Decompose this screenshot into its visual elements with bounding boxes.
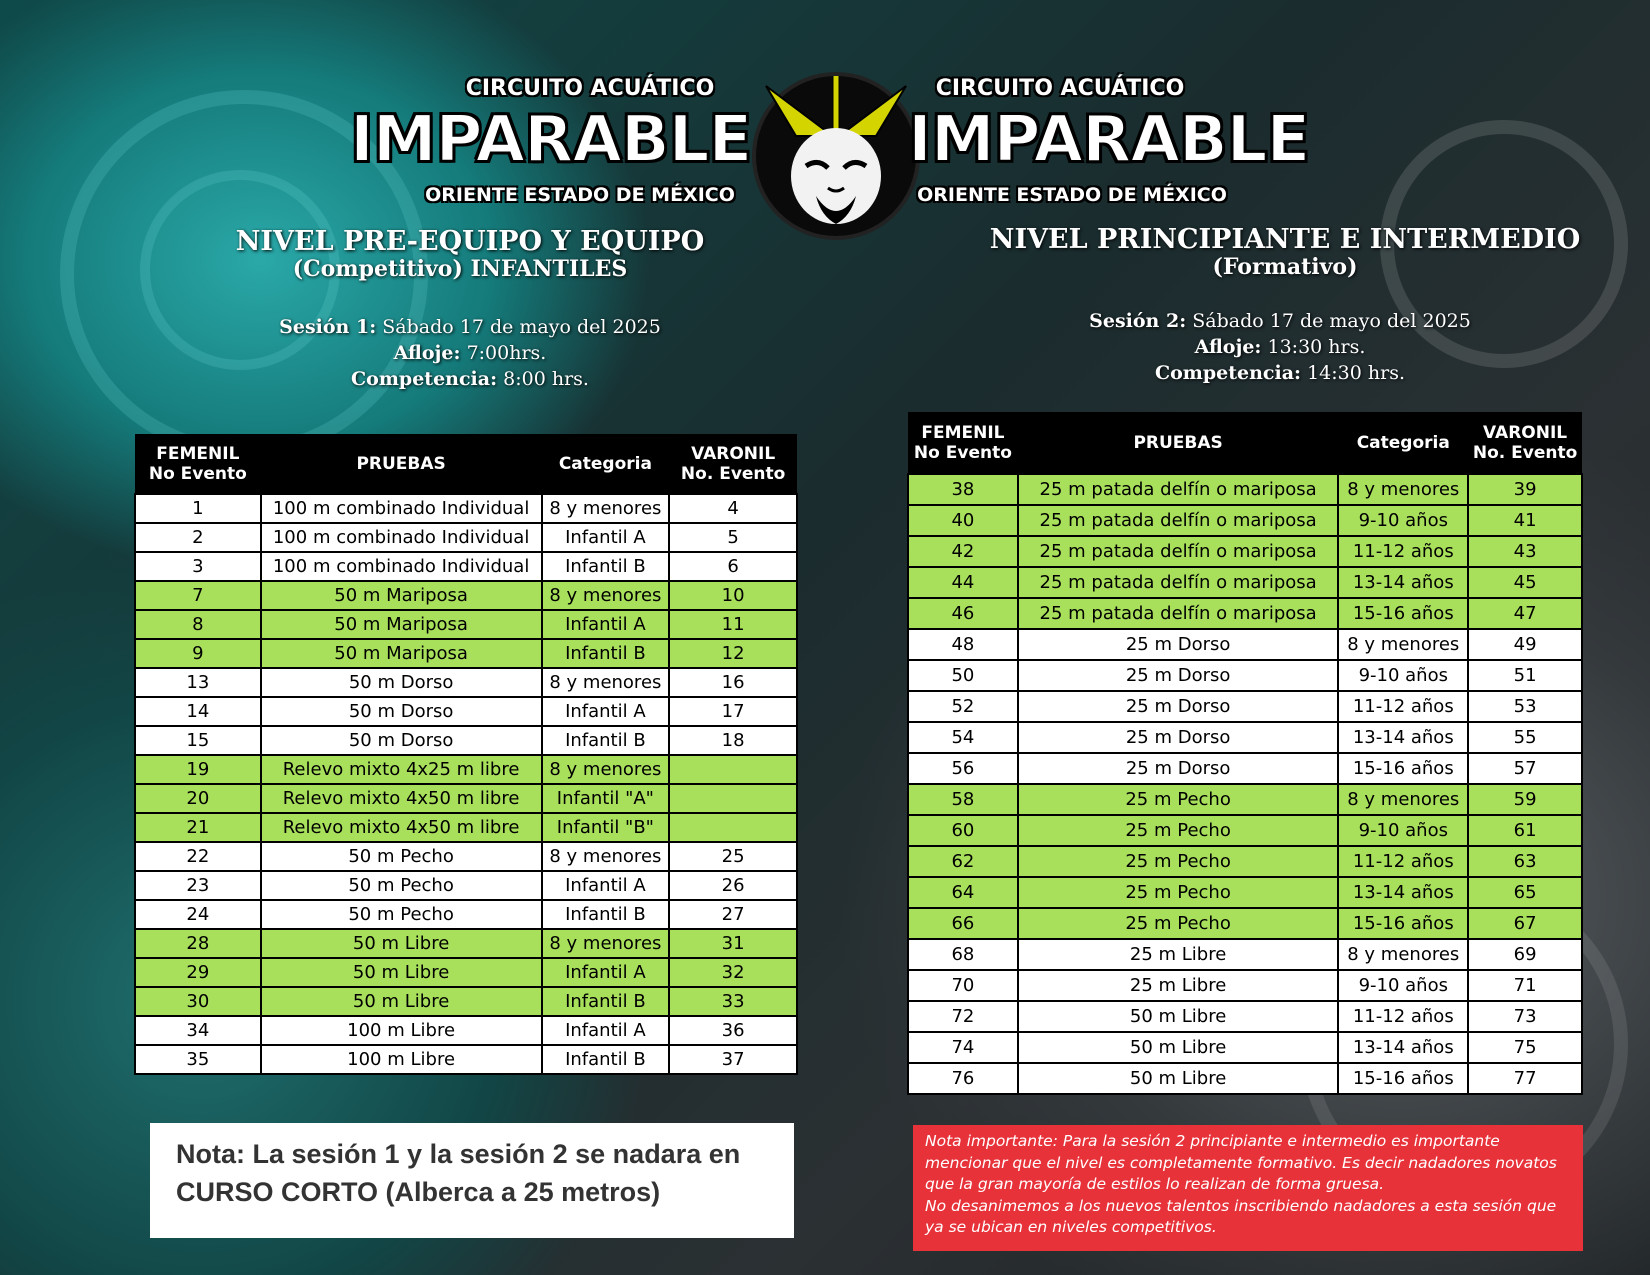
varonil-event-cell: 10 <box>669 581 797 610</box>
femenil-event-cell: 8 <box>135 610 261 639</box>
course-note-line1: Nota: La sesión 1 y la sesión 2 se nadara en <box>176 1139 741 1169</box>
table-row <box>135 494 797 523</box>
table-row <box>135 987 797 1016</box>
prueba-cell: 25 m patada delfín o mariposa <box>1018 536 1339 567</box>
femenil-event-cell: 7 <box>135 581 261 610</box>
prueba-cell: 50 m Libre <box>1018 1063 1339 1094</box>
varonil-event-cell: 25 <box>669 842 797 871</box>
header-femenil: FEMENIL No Evento <box>135 434 261 494</box>
femenil-event-cell: 30 <box>135 987 261 1016</box>
right-level-subtitle: (Formativo) <box>1212 254 1358 280</box>
prueba-cell: 25 m Libre <box>1018 939 1339 970</box>
femenil-event-cell: 62 <box>908 846 1018 877</box>
table-row <box>908 846 1582 877</box>
femenil-event-cell: 29 <box>135 958 261 987</box>
table-row <box>908 691 1582 722</box>
categoria-cell: Infantil B <box>542 900 670 929</box>
prueba-cell: 25 m Pecho <box>1018 784 1339 815</box>
logo-face-icon <box>756 76 916 236</box>
table-row <box>908 1032 1582 1063</box>
table-row <box>908 1001 1582 1032</box>
femenil-event-cell: 76 <box>908 1063 1018 1094</box>
varonil-event-cell: 65 <box>1468 877 1582 908</box>
prueba-cell: 100 m Libre <box>261 1016 542 1045</box>
prueba-cell: 50 m Libre <box>261 958 542 987</box>
table-row <box>135 929 797 958</box>
important-note <box>913 1125 1583 1251</box>
varonil-event-cell: 63 <box>1468 846 1582 877</box>
categoria-cell: 13-14 años <box>1338 877 1468 908</box>
table-row <box>908 536 1582 567</box>
varonil-event-cell: 37 <box>669 1045 797 1074</box>
varonil-event-cell: 16 <box>669 668 797 697</box>
categoria-cell: 15-16 años <box>1338 1063 1468 1094</box>
table-row <box>908 970 1582 1001</box>
brand-title-left: IMPARABLE <box>350 103 752 177</box>
varonil-event-cell: 39 <box>1468 474 1582 505</box>
table-row <box>908 567 1582 598</box>
femenil-event-cell: 21 <box>135 813 261 842</box>
prueba-cell: 25 m Dorso <box>1018 722 1339 753</box>
trident-face-logo <box>752 72 920 240</box>
varonil-event-cell: 67 <box>1468 908 1582 939</box>
prueba-cell: Relevo mixto 4x25 m libre <box>261 755 542 784</box>
prueba-cell: 100 m combinado Individual <box>261 552 542 581</box>
region-label-right: ORIENTE ESTADO DE MÉXICO <box>917 184 1227 206</box>
prueba-cell: 25 m Dorso <box>1018 753 1339 784</box>
femenil-event-cell: 3 <box>135 552 261 581</box>
femenil-event-cell: 48 <box>908 629 1018 660</box>
table-row <box>908 474 1582 505</box>
categoria-cell: 8 y menores <box>542 581 670 610</box>
femenil-event-cell: 22 <box>135 842 261 871</box>
table-row <box>908 908 1582 939</box>
table-row <box>135 1016 797 1045</box>
femenil-event-cell: 64 <box>908 877 1018 908</box>
prueba-cell: 25 m Libre <box>1018 970 1339 1001</box>
varonil-event-cell: 4 <box>669 494 797 523</box>
prueba-cell: Relevo mixto 4x50 m libre <box>261 784 542 813</box>
table-row <box>908 505 1582 536</box>
prueba-cell: 50 m Pecho <box>261 871 542 900</box>
left-level-subtitle: (Competitivo) INFANTILES <box>292 256 628 282</box>
table-row <box>908 784 1582 815</box>
session-date: Sábado 17 de mayo del 2025 <box>382 316 661 338</box>
categoria-cell: Infantil A <box>542 871 670 900</box>
table-row <box>135 755 797 784</box>
course-note <box>150 1123 794 1238</box>
prueba-cell: 50 m Pecho <box>261 842 542 871</box>
prueba-cell: 50 m Dorso <box>261 726 542 755</box>
femenil-event-cell: 56 <box>908 753 1018 784</box>
varonil-event-cell: 57 <box>1468 753 1582 784</box>
prueba-cell: 25 m patada delfín o mariposa <box>1018 598 1339 629</box>
varonil-event-cell: 77 <box>1468 1063 1582 1094</box>
femenil-event-cell: 46 <box>908 598 1018 629</box>
varonil-event-cell: 17 <box>669 697 797 726</box>
prueba-cell: 25 m Dorso <box>1018 629 1339 660</box>
femenil-event-cell: 60 <box>908 815 1018 846</box>
femenil-event-cell: 44 <box>908 567 1018 598</box>
prueba-cell: 25 m patada delfín o mariposa <box>1018 474 1339 505</box>
femenil-event-cell: 2 <box>135 523 261 552</box>
varonil-event-cell: 69 <box>1468 939 1582 970</box>
prueba-cell: 50 m Libre <box>1018 1001 1339 1032</box>
table-row <box>135 581 797 610</box>
categoria-cell: 13-14 años <box>1338 722 1468 753</box>
course-note-line2: CURSO CORTO (Alberca a 25 metros) <box>176 1177 661 1207</box>
femenil-event-cell: 28 <box>135 929 261 958</box>
categoria-cell: Infantil B <box>542 639 670 668</box>
session-label: Sesión 2: <box>1089 310 1187 332</box>
table-row <box>135 958 797 987</box>
varonil-event-cell: 33 <box>669 987 797 1016</box>
femenil-event-cell: 42 <box>908 536 1018 567</box>
femenil-event-cell: 19 <box>135 755 261 784</box>
afloje-time: 13:30 hrs. <box>1267 336 1366 358</box>
prueba-cell: 50 m Libre <box>1018 1032 1339 1063</box>
categoria-cell: 11-12 años <box>1338 691 1468 722</box>
femenil-event-cell: 66 <box>908 908 1018 939</box>
prueba-cell: 25 m Pecho <box>1018 908 1339 939</box>
varonil-event-cell: 75 <box>1468 1032 1582 1063</box>
categoria-cell: 13-14 años <box>1338 1032 1468 1063</box>
table-row <box>135 523 797 552</box>
categoria-cell: 13-14 años <box>1338 567 1468 598</box>
competencia-label: Competencia: <box>1154 362 1302 384</box>
categoria-cell: 15-16 años <box>1338 753 1468 784</box>
varonil-event-cell <box>669 755 797 784</box>
varonil-event-cell: 11 <box>669 610 797 639</box>
categoria-cell: 8 y menores <box>542 755 670 784</box>
left-level-title: NIVEL PRE-EQUIPO Y EQUIPO <box>235 226 705 257</box>
prueba-cell: 25 m Dorso <box>1018 691 1339 722</box>
region-label-left: ORIENTE ESTADO DE MÉXICO <box>425 184 735 206</box>
prueba-cell: 100 m combinado Individual <box>261 523 542 552</box>
categoria-cell: 9-10 años <box>1338 660 1468 691</box>
femenil-event-cell: 38 <box>908 474 1018 505</box>
femenil-event-cell: 15 <box>135 726 261 755</box>
varonil-event-cell <box>669 784 797 813</box>
session-label: Sesión 1: <box>279 316 377 338</box>
categoria-cell: Infantil B <box>542 552 670 581</box>
femenil-event-cell: 9 <box>135 639 261 668</box>
categoria-cell: Infantil B <box>542 1045 670 1074</box>
categoria-cell: 9-10 años <box>1338 505 1468 536</box>
varonil-event-cell: 51 <box>1468 660 1582 691</box>
table-row <box>908 629 1582 660</box>
femenil-event-cell: 35 <box>135 1045 261 1074</box>
varonil-event-cell: 32 <box>669 958 797 987</box>
categoria-cell: 8 y menores <box>542 842 670 871</box>
varonil-event-cell: 53 <box>1468 691 1582 722</box>
femenil-event-cell: 70 <box>908 970 1018 1001</box>
right-session-info <box>1020 308 1540 386</box>
categoria-cell: Infantil B <box>542 726 670 755</box>
table-row <box>135 871 797 900</box>
categoria-cell: 8 y menores <box>1338 474 1468 505</box>
table-row <box>135 726 797 755</box>
varonil-event-cell: 12 <box>669 639 797 668</box>
varonil-event-cell: 18 <box>669 726 797 755</box>
table-row <box>135 668 797 697</box>
prueba-cell: 25 m Pecho <box>1018 846 1339 877</box>
femenil-event-cell: 58 <box>908 784 1018 815</box>
brand-title-right: IMPARABLE <box>908 103 1310 177</box>
categoria-cell: 15-16 años <box>1338 598 1468 629</box>
table-row <box>908 1063 1582 1094</box>
femenil-event-cell: 54 <box>908 722 1018 753</box>
afloje-label: Afloje: <box>1194 336 1262 358</box>
afloje-time: 7:00hrs. <box>466 342 547 364</box>
femenil-event-cell: 24 <box>135 900 261 929</box>
table-row <box>908 877 1582 908</box>
prueba-cell: 50 m Dorso <box>261 697 542 726</box>
femenil-event-cell: 13 <box>135 668 261 697</box>
competencia-time: 8:00 hrs. <box>503 368 589 390</box>
varonil-event-cell: 49 <box>1468 629 1582 660</box>
femenil-event-cell: 52 <box>908 691 1018 722</box>
femenil-event-cell: 1 <box>135 494 261 523</box>
femenil-event-cell: 23 <box>135 871 261 900</box>
categoria-cell: Infantil B <box>542 987 670 1016</box>
varonil-event-cell <box>669 813 797 842</box>
categoria-cell: 9-10 años <box>1338 815 1468 846</box>
table-row <box>135 697 797 726</box>
categoria-cell: 11-12 años <box>1338 536 1468 567</box>
prueba-cell: 25 m patada delfín o mariposa <box>1018 567 1339 598</box>
femenil-event-cell: 34 <box>135 1016 261 1045</box>
varonil-event-cell: 43 <box>1468 536 1582 567</box>
femenil-event-cell: 50 <box>908 660 1018 691</box>
prueba-cell: Relevo mixto 4x50 m libre <box>261 813 542 842</box>
header-pruebas: PRUEBAS <box>1018 412 1339 474</box>
categoria-cell: 8 y menores <box>1338 939 1468 970</box>
categoria-cell: Infantil A <box>542 523 670 552</box>
table-row <box>908 753 1582 784</box>
varonil-event-cell: 73 <box>1468 1001 1582 1032</box>
afloje-label: Afloje: <box>393 342 461 364</box>
categoria-cell: Infantil A <box>542 610 670 639</box>
prueba-cell: 50 m Libre <box>261 929 542 958</box>
table-row <box>908 939 1582 970</box>
header-pruebas: PRUEBAS <box>261 434 542 494</box>
varonil-event-cell: 27 <box>669 900 797 929</box>
categoria-cell: 8 y menores <box>1338 629 1468 660</box>
categoria-cell: Infantil A <box>542 1016 670 1045</box>
femenil-event-cell: 72 <box>908 1001 1018 1032</box>
prueba-cell: 25 m patada delfín o mariposa <box>1018 505 1339 536</box>
table-row <box>135 900 797 929</box>
session2-events-table <box>907 412 1583 1095</box>
categoria-cell: Infantil A <box>542 958 670 987</box>
table-row <box>135 1045 797 1074</box>
prueba-cell: 50 m Mariposa <box>261 639 542 668</box>
table-row <box>908 815 1582 846</box>
categoria-cell: 15-16 años <box>1338 908 1468 939</box>
varonil-event-cell: 26 <box>669 871 797 900</box>
table-row <box>135 813 797 842</box>
varonil-event-cell: 31 <box>669 929 797 958</box>
categoria-cell: Infantil A <box>542 697 670 726</box>
varonil-event-cell: 6 <box>669 552 797 581</box>
header-categoria: Categoria <box>1338 412 1468 474</box>
femenil-event-cell: 20 <box>135 784 261 813</box>
table-row <box>135 639 797 668</box>
header-varonil: VARONIL No. Evento <box>1468 412 1582 474</box>
femenil-event-cell: 68 <box>908 939 1018 970</box>
prueba-cell: 25 m Pecho <box>1018 815 1339 846</box>
prueba-cell: 50 m Mariposa <box>261 581 542 610</box>
circuit-label-left: CIRCUITO ACUÁTICO <box>465 76 715 101</box>
femenil-event-cell: 14 <box>135 697 261 726</box>
varonil-event-cell: 45 <box>1468 567 1582 598</box>
categoria-cell: 11-12 años <box>1338 1001 1468 1032</box>
varonil-event-cell: 59 <box>1468 784 1582 815</box>
competencia-label: Competencia: <box>351 368 498 390</box>
prueba-cell: 50 m Pecho <box>261 900 542 929</box>
prueba-cell: 25 m Pecho <box>1018 877 1339 908</box>
table-row <box>135 784 797 813</box>
circuit-label-right: CIRCUITO ACUÁTICO <box>935 76 1185 101</box>
table-row <box>135 552 797 581</box>
prueba-cell: 50 m Dorso <box>261 668 542 697</box>
prueba-cell: 50 m Mariposa <box>261 610 542 639</box>
table-row <box>908 722 1582 753</box>
categoria-cell: 11-12 años <box>1338 846 1468 877</box>
header-femenil: FEMENIL No Evento <box>908 412 1018 474</box>
session1-events-table <box>134 434 798 1075</box>
prueba-cell: 100 m combinado Individual <box>261 494 542 523</box>
left-session-info <box>220 314 720 392</box>
categoria-cell: Infantil "B" <box>542 813 670 842</box>
header-varonil: VARONIL No. Evento <box>669 434 797 494</box>
categoria-cell: Infantil "A" <box>542 784 670 813</box>
session-date: Sábado 17 de mayo del 2025 <box>1192 310 1471 332</box>
varonil-event-cell: 55 <box>1468 722 1582 753</box>
prueba-cell: 50 m Libre <box>261 987 542 1016</box>
varonil-event-cell: 47 <box>1468 598 1582 629</box>
categoria-cell: 8 y menores <box>1338 784 1468 815</box>
varonil-event-cell: 36 <box>669 1016 797 1045</box>
right-level-title: NIVEL PRINCIPIANTE E INTERMEDIO <box>989 224 1581 255</box>
categoria-cell: 8 y menores <box>542 929 670 958</box>
categoria-cell: 8 y menores <box>542 668 670 697</box>
prueba-cell: 100 m Libre <box>261 1045 542 1074</box>
table-row <box>135 610 797 639</box>
varonil-event-cell: 71 <box>1468 970 1582 1001</box>
varonil-event-cell: 41 <box>1468 505 1582 536</box>
table-row <box>135 842 797 871</box>
table-row <box>908 598 1582 629</box>
categoria-cell: 9-10 años <box>1338 970 1468 1001</box>
categoria-cell: 8 y menores <box>542 494 670 523</box>
important-note-text1: Nota importante: Para la sesión 2 principiante e intermedio es importante mencionar que el nivel es completamente formativo. Es decir nadadores novatos que la gran mayoría de estilos lo realizan de forma gruesa. <box>925 1132 1557 1193</box>
femenil-event-cell: 40 <box>908 505 1018 536</box>
varonil-event-cell: 5 <box>669 523 797 552</box>
competencia-time: 14:30 hrs. <box>1307 362 1405 384</box>
header-categoria: Categoria <box>542 434 670 494</box>
varonil-event-cell: 61 <box>1468 815 1582 846</box>
prueba-cell: 25 m Dorso <box>1018 660 1339 691</box>
femenil-event-cell: 74 <box>908 1032 1018 1063</box>
important-note-text2: No desanimemos a los nuevos talentos inscribiendo nadadores a esta sesión que ya se ubican en niveles competitivos. <box>925 1196 1557 1236</box>
table-row <box>908 660 1582 691</box>
